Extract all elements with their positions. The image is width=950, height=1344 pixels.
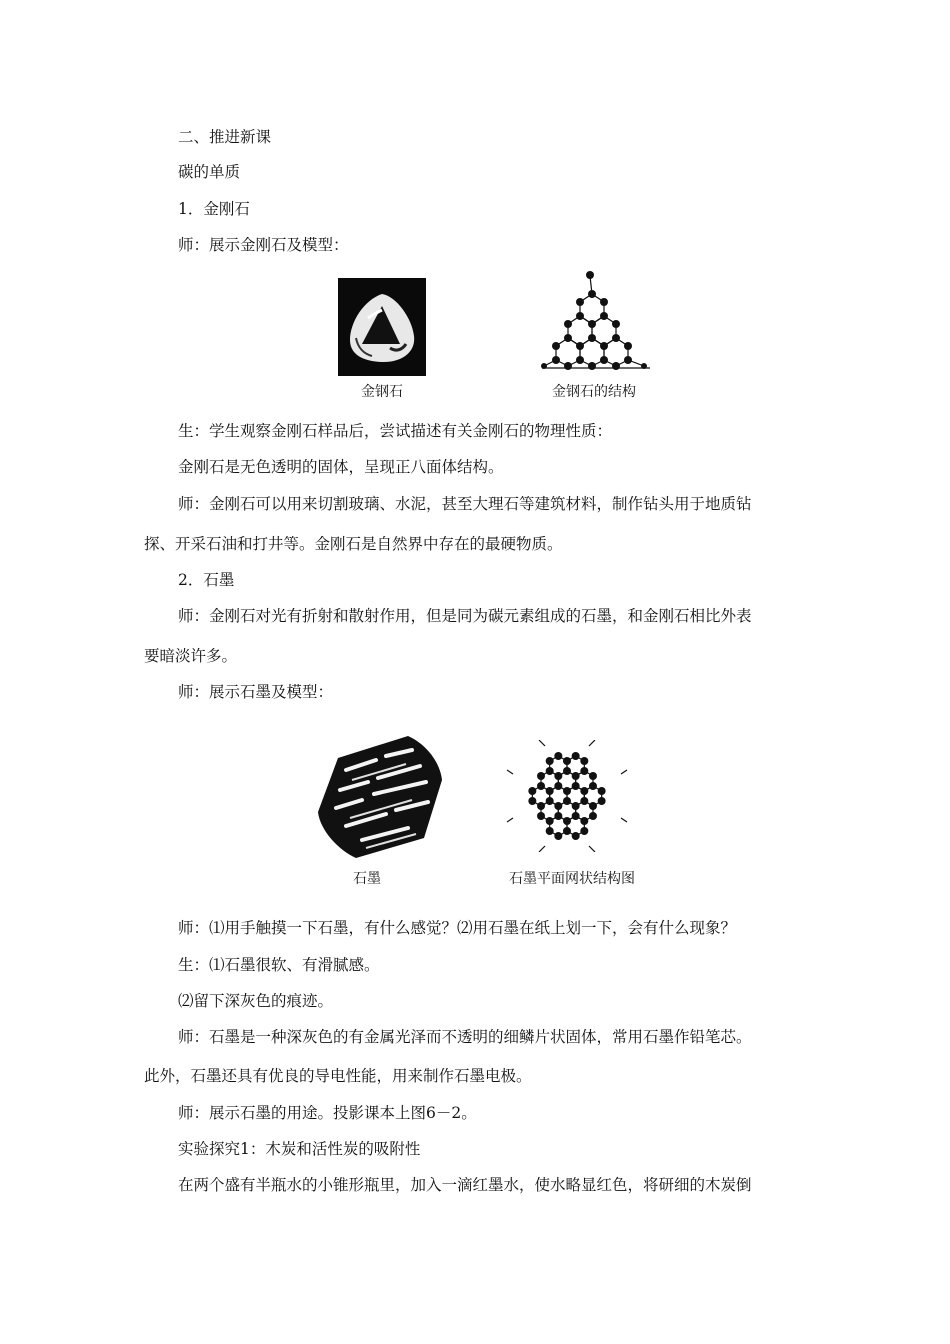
subheading-carbon: 碳的单质 [178, 163, 241, 181]
graphite-caption: 石墨 [353, 871, 381, 887]
paragraph: ⑵留下深灰色的痕迹。 [178, 992, 334, 1010]
subheading-diamond: 1．金刚石 [178, 200, 250, 218]
section-heading: 二、推进新课 [178, 128, 272, 146]
paragraph: 师：⑴用手触摸一下石墨，有什么感觉？⑵用石墨在纸上划一下，会有什么现象？ [178, 919, 737, 937]
paragraph: 师：展示石墨及模型： [178, 683, 334, 701]
diamond-structure-diagram [532, 266, 662, 378]
paragraph: 师：展示金刚石及模型： [178, 236, 349, 254]
paragraph: 探、开采石油和打井等。金刚石是自然界中存在的最硬物质。 [144, 535, 563, 553]
paragraph: 师：石墨是一种深灰色的有金属光泽而不透明的细鳞片状固体，常用石墨作铅笔芯。 [178, 1028, 752, 1046]
paragraph: 要暗淡许多。 [144, 647, 238, 665]
subheading-graphite: 2．石墨 [178, 571, 235, 589]
paragraph: 师：展示石墨的用途。投影课本上图6－2。 [178, 1104, 477, 1122]
paragraph: 生：⑴石墨很软、有滑腻感。 [178, 956, 380, 974]
paragraph: 此外，石墨还具有优良的导电性能，用来制作石墨电极。 [144, 1067, 532, 1085]
diamond-photo [338, 278, 426, 376]
paragraph: 师：金刚石对光有折射和散射作用，但是同为碳元素组成的石墨，和金刚石相比外表 [178, 607, 752, 625]
graphite-lattice-diagram [505, 740, 629, 852]
paragraph: 生：学生观察金刚石样品后，尝试描述有关金刚石的物理性质： [178, 422, 613, 440]
graphite-photo [316, 730, 446, 860]
graphite-structure-caption: 石墨平面网状结构图 [509, 871, 635, 887]
paragraph: 金刚石是无色透明的固体，呈现正八面体结构。 [178, 458, 504, 476]
diamond-caption: 金钢石 [361, 384, 403, 400]
diamond-structure-caption: 金钢石的结构 [552, 384, 636, 400]
paragraph: 师：金刚石可以用来切割玻璃、水泥，甚至大理石等建筑材料，制作钻头用于地质钻 [178, 495, 752, 513]
subheading-experiment: 实验探究1：木炭和活性炭的吸附性 [178, 1140, 421, 1158]
paragraph: 在两个盛有半瓶水的小锥形瓶里，加入一滴红墨水，使水略显红色，将研细的木炭倒 [178, 1176, 752, 1194]
